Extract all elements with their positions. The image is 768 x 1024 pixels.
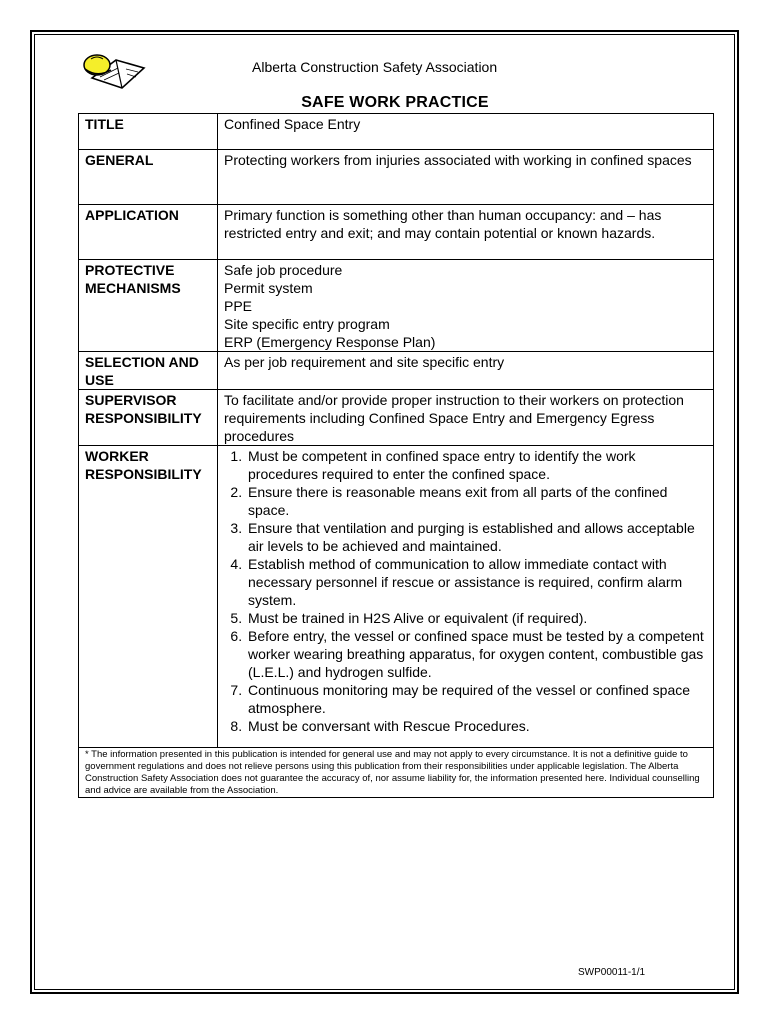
general-text: Protecting workers from injuries associated with working in confined spaces [224, 152, 692, 168]
list-item: 1. Must be competent in confined space entry to identify the work procedures required to enter the confined space. [246, 447, 709, 483]
value-protective-mechanisms [218, 260, 714, 352]
row-protective-mechanisms [79, 260, 714, 352]
value-worker-responsibility [218, 446, 714, 748]
row-application [79, 205, 714, 260]
list-item: 8. Must be conversant with Rescue Procedures. [246, 717, 709, 735]
hardhat-and-book-icon [78, 48, 150, 90]
document-code: SWP00011-1/1 [578, 967, 646, 978]
value-general [218, 150, 714, 205]
list-item: 4. Establish method of communication to allow immediate contact with necessary personnel if rescue or assistance is required, confirm alarm system. [246, 555, 709, 609]
mechanism-item: Permit system [224, 280, 313, 296]
row-supervisor-responsibility [79, 390, 714, 446]
worker-duties-list [224, 447, 709, 735]
title-text: Confined Space Entry [224, 116, 361, 132]
organization-name: Alberta Construction Safety Association [252, 59, 498, 75]
row-disclaimer [79, 748, 714, 798]
row-general [79, 150, 714, 205]
list-item: 2. Ensure there is reasonable means exit from all parts of the confined space. [246, 483, 709, 519]
row-selection-and-use [79, 352, 714, 390]
mechanism-item: ERP (Emergency Response Plan) [224, 334, 436, 350]
mechanism-item: Safe job procedure [224, 262, 343, 278]
row-title [79, 114, 714, 150]
selection-text: As per job requirement and site specific entry [224, 354, 505, 370]
value-title [218, 114, 714, 150]
list-item: 5. Must be trained in H2S Alive or equivalent (if required). [246, 609, 709, 627]
application-text: Primary function is something other than human occupancy: and – has restricted entry and exit; and may contain potential or known hazards. [224, 207, 662, 241]
list-item: 3. Ensure that ventilation and purging is established and allows acceptable air levels to be achieved and maintained. [246, 519, 709, 555]
label-selection-and-use: SELECTION AND USE [79, 352, 218, 390]
mechanism-item: Site specific entry program [224, 316, 390, 332]
supervisor-text: To facilitate and/or provide proper instruction to their workers on protection requirements including Confined Space Entry and Emergency Egress procedures [224, 392, 684, 444]
row-worker-responsibility [79, 446, 714, 748]
mechanism-item: PPE [224, 298, 253, 314]
value-supervisor-responsibility [218, 390, 714, 446]
label-application: APPLICATION [79, 205, 218, 260]
disclaimer-text: * The information presented in this publication is intended for general use and may not apply to every circumstance. It is not a definitive guide to government regulations and does not relieve persons using this publication from their responsibilities under applicable legislation. The Alberta Construction Safety Association does not guarantee the accuracy of, nor assume liability for, the information presented here. Individual counselling and advice are available from the Association. [79, 748, 714, 798]
list-item: 7. Continuous monitoring may be required of the vessel or confined space atmosphere. [246, 681, 709, 717]
label-protective-mechanisms: PROTECTIVE MECHANISMS [79, 260, 218, 352]
label-title: TITLE [79, 114, 218, 150]
label-general: GENERAL [79, 150, 218, 205]
value-selection-and-use [218, 352, 714, 390]
page-heading: SAFE WORK PRACTICE [301, 94, 489, 111]
value-application [218, 205, 714, 260]
list-item: 6. Before entry, the vessel or confined space must be tested by a competent worker wearing breathing apparatus, for oxygen content, combustible gas (L.E.L.) and hydrogen sulfide. [246, 627, 709, 681]
label-supervisor-responsibility: SUPERVISOR RESPONSIBILITY [79, 390, 218, 446]
safe-work-practice-table [78, 113, 714, 798]
label-worker-responsibility: WORKER RESPONSIBILITY [79, 446, 218, 748]
